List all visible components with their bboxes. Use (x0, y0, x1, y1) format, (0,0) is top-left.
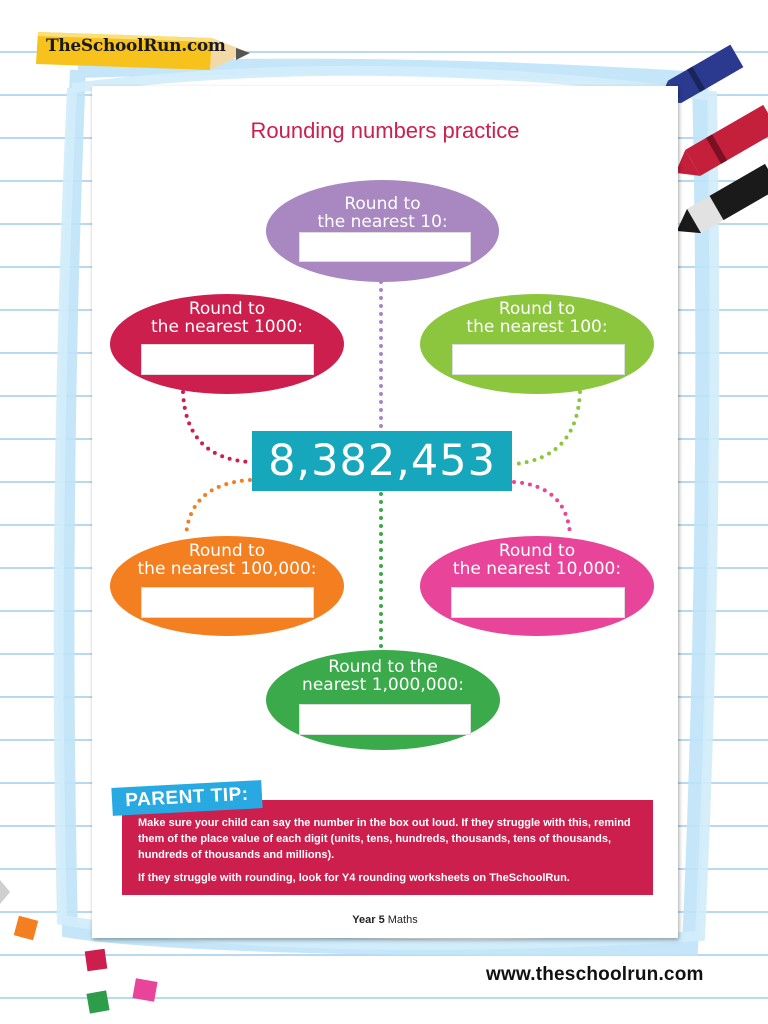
bubble-nearest-1000000 (266, 650, 500, 750)
footer-year: Year 5 (352, 914, 385, 926)
bubble-label-line2: nearest 1,000,000: (302, 675, 464, 695)
answer-box-nearest-100000[interactable] (141, 587, 314, 618)
bubble-label-line2: the nearest 10,000: (452, 559, 622, 579)
bubble-label-line1: Round to (344, 194, 421, 214)
answer-box-nearest-100[interactable] (452, 344, 625, 375)
logo-text: TheSchoolRun.com (46, 36, 226, 56)
answer-box-nearest-10[interactable] (299, 232, 471, 262)
parent-tip-heading: PARENT TIP: (111, 780, 262, 816)
bubble-label-line1: Round to (188, 541, 266, 561)
bubble-label-line1: Round to (498, 299, 576, 319)
bubble-label-line1: Round to the (328, 657, 438, 677)
bubble-nearest-1000 (110, 294, 344, 394)
bubble-label-line2: the nearest 1000: (151, 317, 303, 337)
bubble-label-line1: Round to (188, 299, 266, 319)
parent-tip-paragraph-2: If they struggle with rounding, look for Y4 rounding worksheets on TheSchoolRun. (138, 872, 570, 884)
bubble-nearest-100 (420, 294, 654, 394)
bubble-nearest-10 (266, 180, 499, 282)
website-url[interactable]: www.theschoolrun.com (486, 964, 704, 985)
answer-box-nearest-1000000[interactable] (299, 704, 471, 735)
worksheet-title: Rounding numbers practice (250, 118, 520, 143)
parent-tip-paragraph-1: Make sure your child can say the number in the box out loud. If they struggle with this, remind them of the place value of each digit (units, tens, hundreds, thousands, tens of thousands, hundreds of thousands and millions). (138, 817, 631, 861)
theschoolrun-logo[interactable] (36, 26, 266, 74)
bubble-label-line2: the nearest 10: (317, 212, 448, 232)
parent-tip-box (122, 800, 653, 895)
bubble-label-line1: Round to (498, 541, 576, 561)
bubble-label-line2: the nearest 100: (466, 317, 608, 337)
bubble-nearest-100000 (110, 536, 344, 636)
bubble-label-line2: the nearest 100,000: (137, 559, 317, 579)
number-to-round: 8,382,453 (252, 431, 512, 491)
bubble-nearest-10000 (420, 536, 654, 636)
footer-subject: Maths (387, 914, 418, 926)
worksheet-footer (92, 914, 678, 926)
answer-box-nearest-10000[interactable] (451, 587, 625, 618)
answer-box-nearest-1000[interactable] (141, 344, 314, 375)
